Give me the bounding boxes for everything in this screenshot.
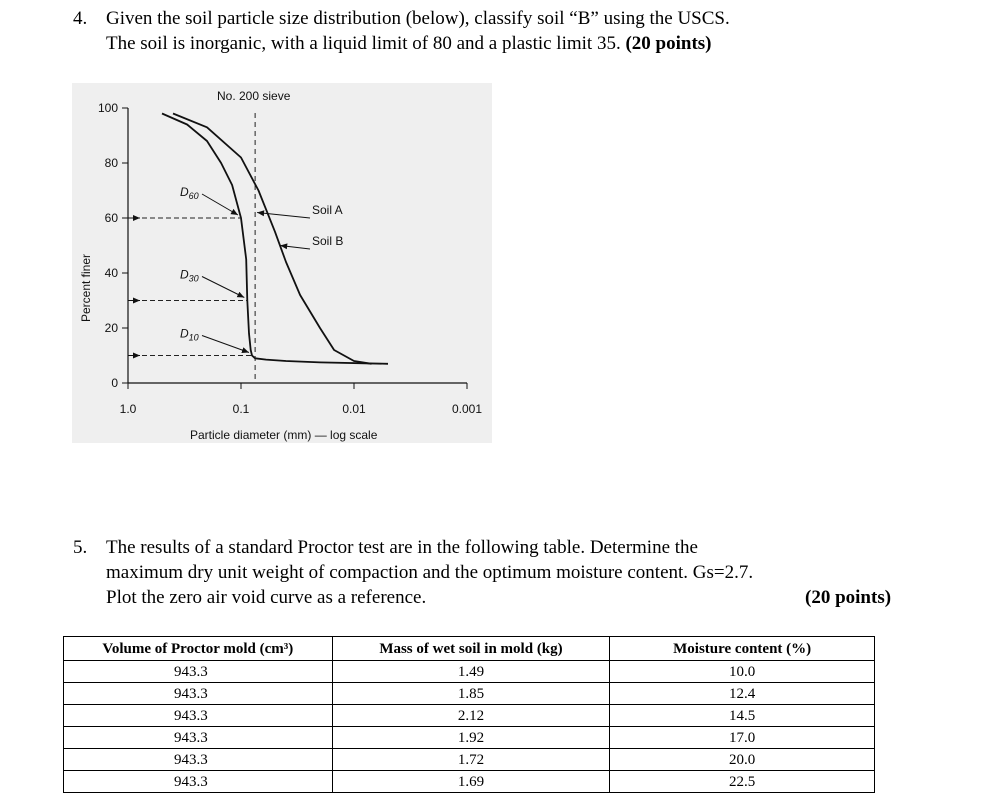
proctor-table [63,636,875,793]
y-tick-label: 60 [104,211,118,225]
d-label: $D_{30}$ [180,267,199,284]
question-4-number: 4. [73,8,88,29]
cell-moisture: 22.5 [610,771,875,793]
soil-a-label: Soil A [312,203,343,217]
header-volume: Volume of Proctor mold (cm³) [64,637,333,661]
cell-volume: 943.3 [64,749,333,771]
cell-mass: 1.85 [332,683,610,705]
d-label: $D_{60}$ [180,185,199,201]
cell-moisture: 17.0 [610,727,875,749]
d-label-sub: 60 [188,191,199,201]
y-tick-label: 40 [104,266,118,280]
cell-moisture: 10.0 [610,661,875,683]
d-label-sub: 10 [188,332,199,343]
header-mass: Mass of wet soil in mold (kg) [332,637,610,661]
soil-b-label: Soil B [312,234,344,248]
table-header-row [64,637,875,661]
y-axis-title: Percent finer [79,253,93,323]
cell-mass: 1.72 [332,749,610,771]
table-row [64,683,875,705]
question-5-line-2: maximum dry unit weight of compaction and the optimum moisture content. Gs=2.7. [106,562,754,583]
x-tick-label: 1.0 [119,402,137,416]
d-label-sub: 30 [188,273,199,284]
cell-volume: 943.3 [64,661,333,683]
d-label: $D_{10}$ [180,326,199,343]
header-moisture: Moisture content (%) [610,637,875,661]
table-row [64,749,875,771]
cell-mass: 2.12 [332,705,610,727]
cell-mass: 1.49 [332,661,610,683]
cell-volume: 943.3 [64,683,333,705]
table-row [64,727,875,749]
y-tick-label: 80 [104,156,118,170]
x-axis-title: Particle diameter (mm) — log scale [190,428,378,442]
question-5-line-3: Plot the zero air void curve as a reference. [106,587,427,608]
particle-size-figure [72,83,492,443]
cell-moisture: 12.4 [610,683,875,705]
question-4-line-2: The soil is inorganic, with a liquid limit of 80 and a plastic limit 35. [106,33,621,54]
y-tick-label: 0 [111,376,118,390]
cell-volume: 943.3 [64,705,333,727]
x-tick-label: 0.01 [342,402,366,416]
chart-background [72,83,492,443]
question-5 [73,535,933,615]
cell-volume: 943.3 [64,727,333,749]
question-5-number: 5. [73,537,88,558]
cell-mass: 1.69 [332,771,610,793]
y-tick-label: 100 [97,101,118,115]
table-row [64,771,875,793]
question-4-points: (20 points) [625,33,712,54]
question-4 [73,6,933,58]
question-4-line-1: Given the soil particle size distribution (below), classify soil “B” using the USCS. [106,8,730,29]
cell-volume: 943.3 [64,771,333,793]
x-tick-label: 0.1 [232,402,250,416]
y-tick-label: 20 [104,321,118,335]
question-5-points: (20 points) [805,587,892,608]
x-tick-label: 0.001 [451,402,483,416]
table-row [64,661,875,683]
cell-moisture: 20.0 [610,749,875,771]
table-row [64,705,875,727]
cell-mass: 1.92 [332,727,610,749]
cell-moisture: 14.5 [610,705,875,727]
question-5-line-1: The results of a standard Proctor test are in the following table. Determine the [106,537,698,558]
no-200-sieve-label: No. 200 sieve [217,89,291,103]
particle-size-chart [72,83,492,443]
